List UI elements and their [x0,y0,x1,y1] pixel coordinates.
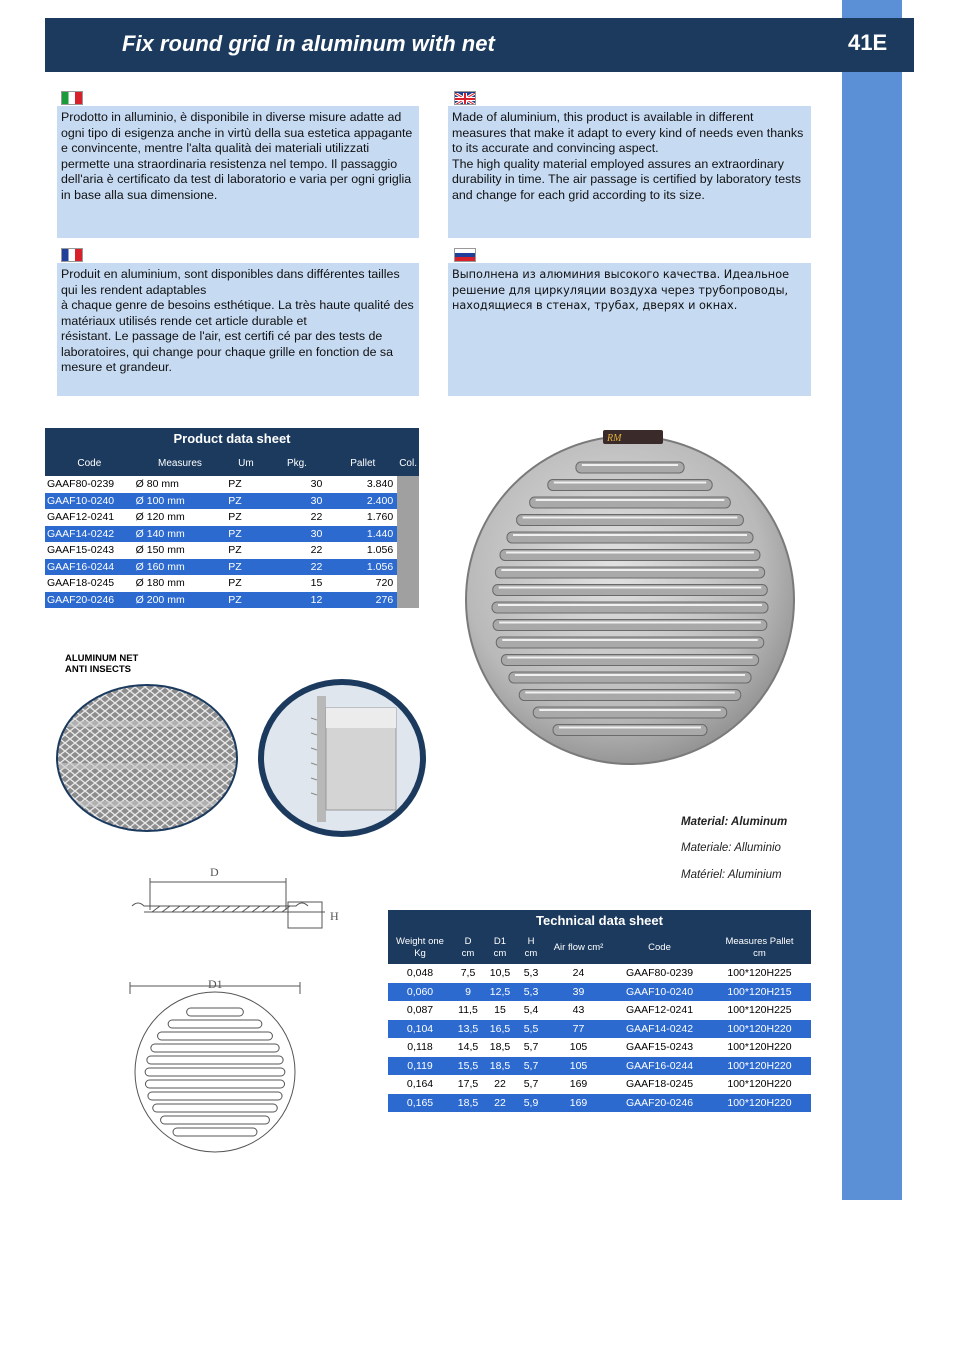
drawing-slat [151,1044,279,1052]
tech-cell: 43 [572,1004,585,1017]
grille-slat [533,707,726,718]
tech-cell: 100*120H220 [727,1078,792,1091]
tech-cell: GAAF15-0243 [625,1041,694,1054]
drawing-slat-tooth [232,906,240,912]
net-label-line1: ALUMINUM NET [65,653,139,664]
tech-cell: 5,7 [523,1078,539,1091]
tech-cell: GAAF12-0241 [625,1004,694,1017]
product-row [45,476,419,493]
description-ru-text: Выполнена из алюминия высокого качества. Идеальное решение для циркуляции воздуха через трубопроводы, находящиеся в стенах, трубах, дверях и окнах. [452,268,790,312]
tech-col-header-line1: Weight one [396,936,444,947]
tech-row [388,964,811,983]
france-flag-icon [61,248,83,262]
description-en-text-1: Made of aluminium, this product is available in different measures that make it adapt to every kind of needs even thanks to its accurate and convincing aspect. [452,110,804,155]
drawing-slat-tooth [172,906,180,912]
product-cell: PZ [228,544,242,557]
product-cell: PZ [226,526,265,543]
tech-col-header-line2: cm [493,948,507,959]
product-row [45,509,419,526]
product-cell: PZ [228,577,242,590]
product-row [45,575,419,592]
col-header-code: Code [77,457,102,469]
tech-cell: 7,5 [460,967,476,980]
product-cell: GAAF15-0243 [47,544,115,557]
grille-slat [530,497,731,508]
description-fr [57,263,419,396]
uk-flag-icon [454,91,476,105]
grille-slat [496,637,763,648]
drawing-slat-tooth [252,906,260,912]
color-swatch [397,592,419,609]
tech-cell: 100*120H220 [708,1057,811,1076]
product-cell: 720 [375,577,394,590]
product-cell: PZ [226,559,265,576]
tech-cell: 105 [569,1041,588,1054]
tech-cell: 100*120H215 [708,983,811,1002]
tech-cell: 0,060 [388,983,452,1002]
tech-cell: 15,5 [452,1057,484,1076]
italy-flag-icon [61,91,83,105]
tech-cell: 0,164 [406,1078,434,1091]
page-number: 41E [848,30,888,55]
product-row [45,526,419,543]
tech-cell: 169 [569,1078,588,1091]
product-cell: 22 [266,559,329,576]
description-en [448,106,811,238]
tech-cell: 100*120H225 [727,967,792,980]
tech-cell: 100*120H220 [708,1094,811,1113]
tech-cell: 12,5 [484,983,516,1002]
drawing-slat [161,1116,270,1124]
product-row [45,493,419,510]
tech-col-header [452,932,484,964]
tech-row [388,1094,811,1113]
tech-cell: 13,5 [452,1020,484,1039]
tech-cell: 18,5 [484,1057,516,1076]
product-cell: Ø 150 mm [135,544,185,557]
grille-slat [493,620,767,631]
tech-cell: 9 [452,983,484,1002]
product-cell: PZ [226,493,265,510]
grille-slat [517,515,744,526]
tech-cell: GAAF20-0246 [611,1094,708,1113]
tech-col-header-line1: Measures Pallet [725,936,794,947]
product-cell: Ø 180 mm [135,577,185,590]
product-cell: 1.760 [366,511,394,524]
product-row [45,592,419,609]
tech-row [388,1001,811,1020]
tech-col-header-line1: Air flow cm² [553,942,604,953]
drawing-slat [187,1008,244,1016]
page-title: Fix round grid in aluminum with net [122,31,495,56]
grille-slat [507,532,753,543]
color-swatch [397,542,419,559]
tech-cell: 5,3 [516,983,546,1002]
product-cell: Ø 200 mm [134,592,227,609]
col-header-measures: Measures [158,457,202,469]
product-cell: GAAF12-0241 [47,511,115,524]
col-header-col: Col. [399,457,417,469]
product-cell: GAAF10-0240 [45,493,134,510]
description-en-text-2: The high quality material employed assures an extraordinary durability in time. The air passage is certified by laboratory tests and change for each grid according to its size. [452,156,801,202]
net-closeup-photo [55,683,240,833]
drawing-slat-tooth [192,906,200,912]
tech-col-header [484,932,516,964]
product-row [45,542,419,559]
product-cell: 22 [310,544,323,557]
tech-col-header-line2: cm [753,948,766,959]
color-swatch [397,509,419,526]
tech-cell: 24 [572,967,585,980]
product-cell: Ø 120 mm [135,511,185,524]
product-cell: Ø 100 mm [134,493,227,510]
tech-cell: 0,119 [388,1057,452,1076]
drawing-slat [158,1032,273,1040]
tech-cell: 5,4 [523,1004,539,1017]
tech-col-header-line1: H [527,936,535,947]
product-sheet-title: Product data sheet [45,428,419,450]
grille-slat [500,550,760,561]
drawing-slat-tooth [242,906,250,912]
grille-slat [492,602,768,613]
tech-cell: 15 [494,1004,506,1017]
product-data-sheet [45,428,419,608]
svg-text:RM: RM [607,433,622,444]
tech-cell: 0,087 [406,1004,434,1017]
tech-cell: 0,118 [407,1041,433,1054]
drawing-slat [145,1068,285,1076]
tech-cell: 0,165 [388,1094,452,1113]
drawing-slat-tooth [152,906,160,912]
product-cell: GAAF14-0242 [45,526,134,543]
drawing-slat-tooth [182,906,190,912]
tech-cell: GAAF80-0239 [625,967,694,980]
russia-flag-icon [454,248,476,262]
tech-col-header [546,932,611,964]
product-cell: 1.056 [366,544,394,557]
tech-cell: 18,5 [489,1041,511,1054]
product-cell: 15 [310,577,323,590]
product-cell: PZ [228,478,242,491]
tech-col-header-line2: Kg [414,948,426,959]
tech-cell: 169 [546,1094,611,1113]
product-cell: GAAF16-0244 [45,559,134,576]
tech-cell: 5,9 [516,1094,546,1113]
drawing-slat [145,1080,284,1088]
tech-cell: 100*120H220 [727,1041,792,1054]
grille-slat [493,585,768,596]
tech-cell: 5,7 [523,1041,539,1054]
grille-slat [495,567,764,578]
material-fr: Matériel: Aluminium [681,869,782,881]
dim-label-h: H [330,909,339,923]
tech-cell: 5,5 [516,1020,546,1039]
tech-row [388,1038,811,1057]
product-cell: 30 [310,478,323,491]
product-cell: Ø 160 mm [134,559,227,576]
product-cell: 30 [266,526,329,543]
product-cell: 276 [328,592,397,609]
product-cell: GAAF80-0239 [47,478,115,491]
tech-cell: 0,048 [406,967,434,980]
description-ru [448,263,811,396]
drawing-slat [168,1020,262,1028]
tech-cell: GAAF10-0240 [611,983,708,1002]
tech-cell: 105 [546,1057,611,1076]
color-swatch [397,559,419,576]
product-cell: 22 [310,511,323,524]
tech-col-header-line1: D1 [493,936,507,947]
drawing-slat-tooth [222,906,230,912]
product-cell: 2.400 [328,493,397,510]
tech-cell: 39 [546,983,611,1002]
product-row [45,559,419,576]
drawing-slat-tooth [272,906,280,912]
tech-cell: GAAF16-0244 [611,1057,708,1076]
grille-slat [576,462,684,473]
tech-cell: GAAF18-0245 [625,1078,694,1091]
tech-col-header [388,932,452,964]
product-cell: 12 [266,592,329,609]
tech-cell: GAAF14-0242 [611,1020,708,1039]
drawing-slat [173,1128,257,1136]
product-cell: 1.440 [328,526,397,543]
description-it-text: Prodotto in alluminio, è disponibile in diverse misure adatte ad ogni tipo di esigenza anche in virtù della sua estetica appagante e convincente, mentre l'alta qualità dei materiali utilizzati permette una straordinaria resistenza nel tempo. Il passaggio dell'aria è certificato da test di laboratorio e varia per ogni griglia in base alla sua dimensione. [61,110,413,202]
tech-col-header-line1: Code [648,942,671,953]
tech-col-header-line1: D [464,936,472,947]
product-cell: PZ [228,511,242,524]
tech-row [388,983,811,1002]
technical-data-sheet [388,910,811,1112]
tech-cell: 16,5 [484,1020,516,1039]
grille-slat [501,655,758,666]
material-en: Material: Aluminum [681,816,788,828]
tech-col-header [516,932,546,964]
product-cell: Ø 140 mm [134,526,227,543]
net-label [65,653,138,675]
product-cell: 3.840 [366,478,394,491]
tech-cell: 11,5 [458,1004,478,1017]
tech-cell: 77 [546,1020,611,1039]
tech-col-header-line2: cm [461,948,475,959]
tech-cell: 5,3 [523,967,539,980]
tech-cell: 17,5 [457,1078,479,1091]
product-cell: 1.056 [328,559,397,576]
grille-slat [509,672,751,683]
net-label-line2: ANTI INSECTS [65,664,131,675]
drawing-slat [148,1092,282,1100]
product-cell: GAAF20-0246 [45,592,134,609]
tech-row [388,1020,811,1039]
product-photo-grille [455,420,805,770]
color-swatch [397,575,419,592]
col-header-pallet: Pallet [350,457,376,469]
tech-cell: 22 [494,1078,506,1091]
drawing-slat [153,1104,278,1112]
dim-label-d1: D1 [208,977,223,991]
description-fr-text-1: Produit en aluminium, sont disponibles dans différentes tailles qui les rendent adaptables [61,267,400,297]
tech-col-header-line2: cm [524,948,538,959]
tech-row [388,1075,811,1094]
drawing-slat-tooth [262,906,270,912]
material-it: Materiale: Alluminio [681,842,781,854]
product-cell: 30 [266,493,329,510]
side-view-photo [257,678,427,838]
color-swatch [397,476,419,493]
drawing-slat [147,1056,283,1064]
product-cell: GAAF18-0245 [47,577,115,590]
color-swatch [397,493,419,510]
tech-cell: 10,5 [489,967,511,980]
tech-cell: 5,7 [516,1057,546,1076]
dim-label-d: D [210,865,219,879]
description-fr-text-2: à chaque genre de besoins esthétique. La très haute qualité des matériaux utilisés rende cet article durable et [61,298,414,328]
tech-cell: 22 [484,1094,516,1113]
tech-cell: 100*120H225 [727,1004,792,1017]
color-swatch [397,526,419,543]
description-fr-text-3: résistant. Le passage de l'air, est certifi cé par des tests de laboratoires, qui change pour chaque grille en fonction de sa mesure et grandeur. [61,329,394,374]
col-header-um: Um [238,457,254,469]
tech-col-header [708,932,811,964]
tech-cell: 18,5 [452,1094,484,1113]
tech-row [388,1057,811,1076]
technical-drawing [120,860,350,1160]
tech-cell: 0,104 [388,1020,452,1039]
tech-col-header [611,932,708,964]
technical-sheet-title: Technical data sheet [388,910,811,932]
grille-slat [519,690,740,701]
tech-cell: 100*120H220 [708,1020,811,1039]
drawing-slat-tooth [202,906,210,912]
product-cell: PZ [226,592,265,609]
grille-slat [548,480,712,491]
drawing-slat-tooth [162,906,170,912]
col-header-pkg: Pkg. [286,457,307,469]
grille-slat [553,725,707,736]
tech-cell: 14,5 [457,1041,479,1054]
drawing-slat-tooth [212,906,220,912]
side-bar [842,0,902,1200]
product-cell: Ø 80 mm [135,478,179,491]
description-it [57,106,419,238]
